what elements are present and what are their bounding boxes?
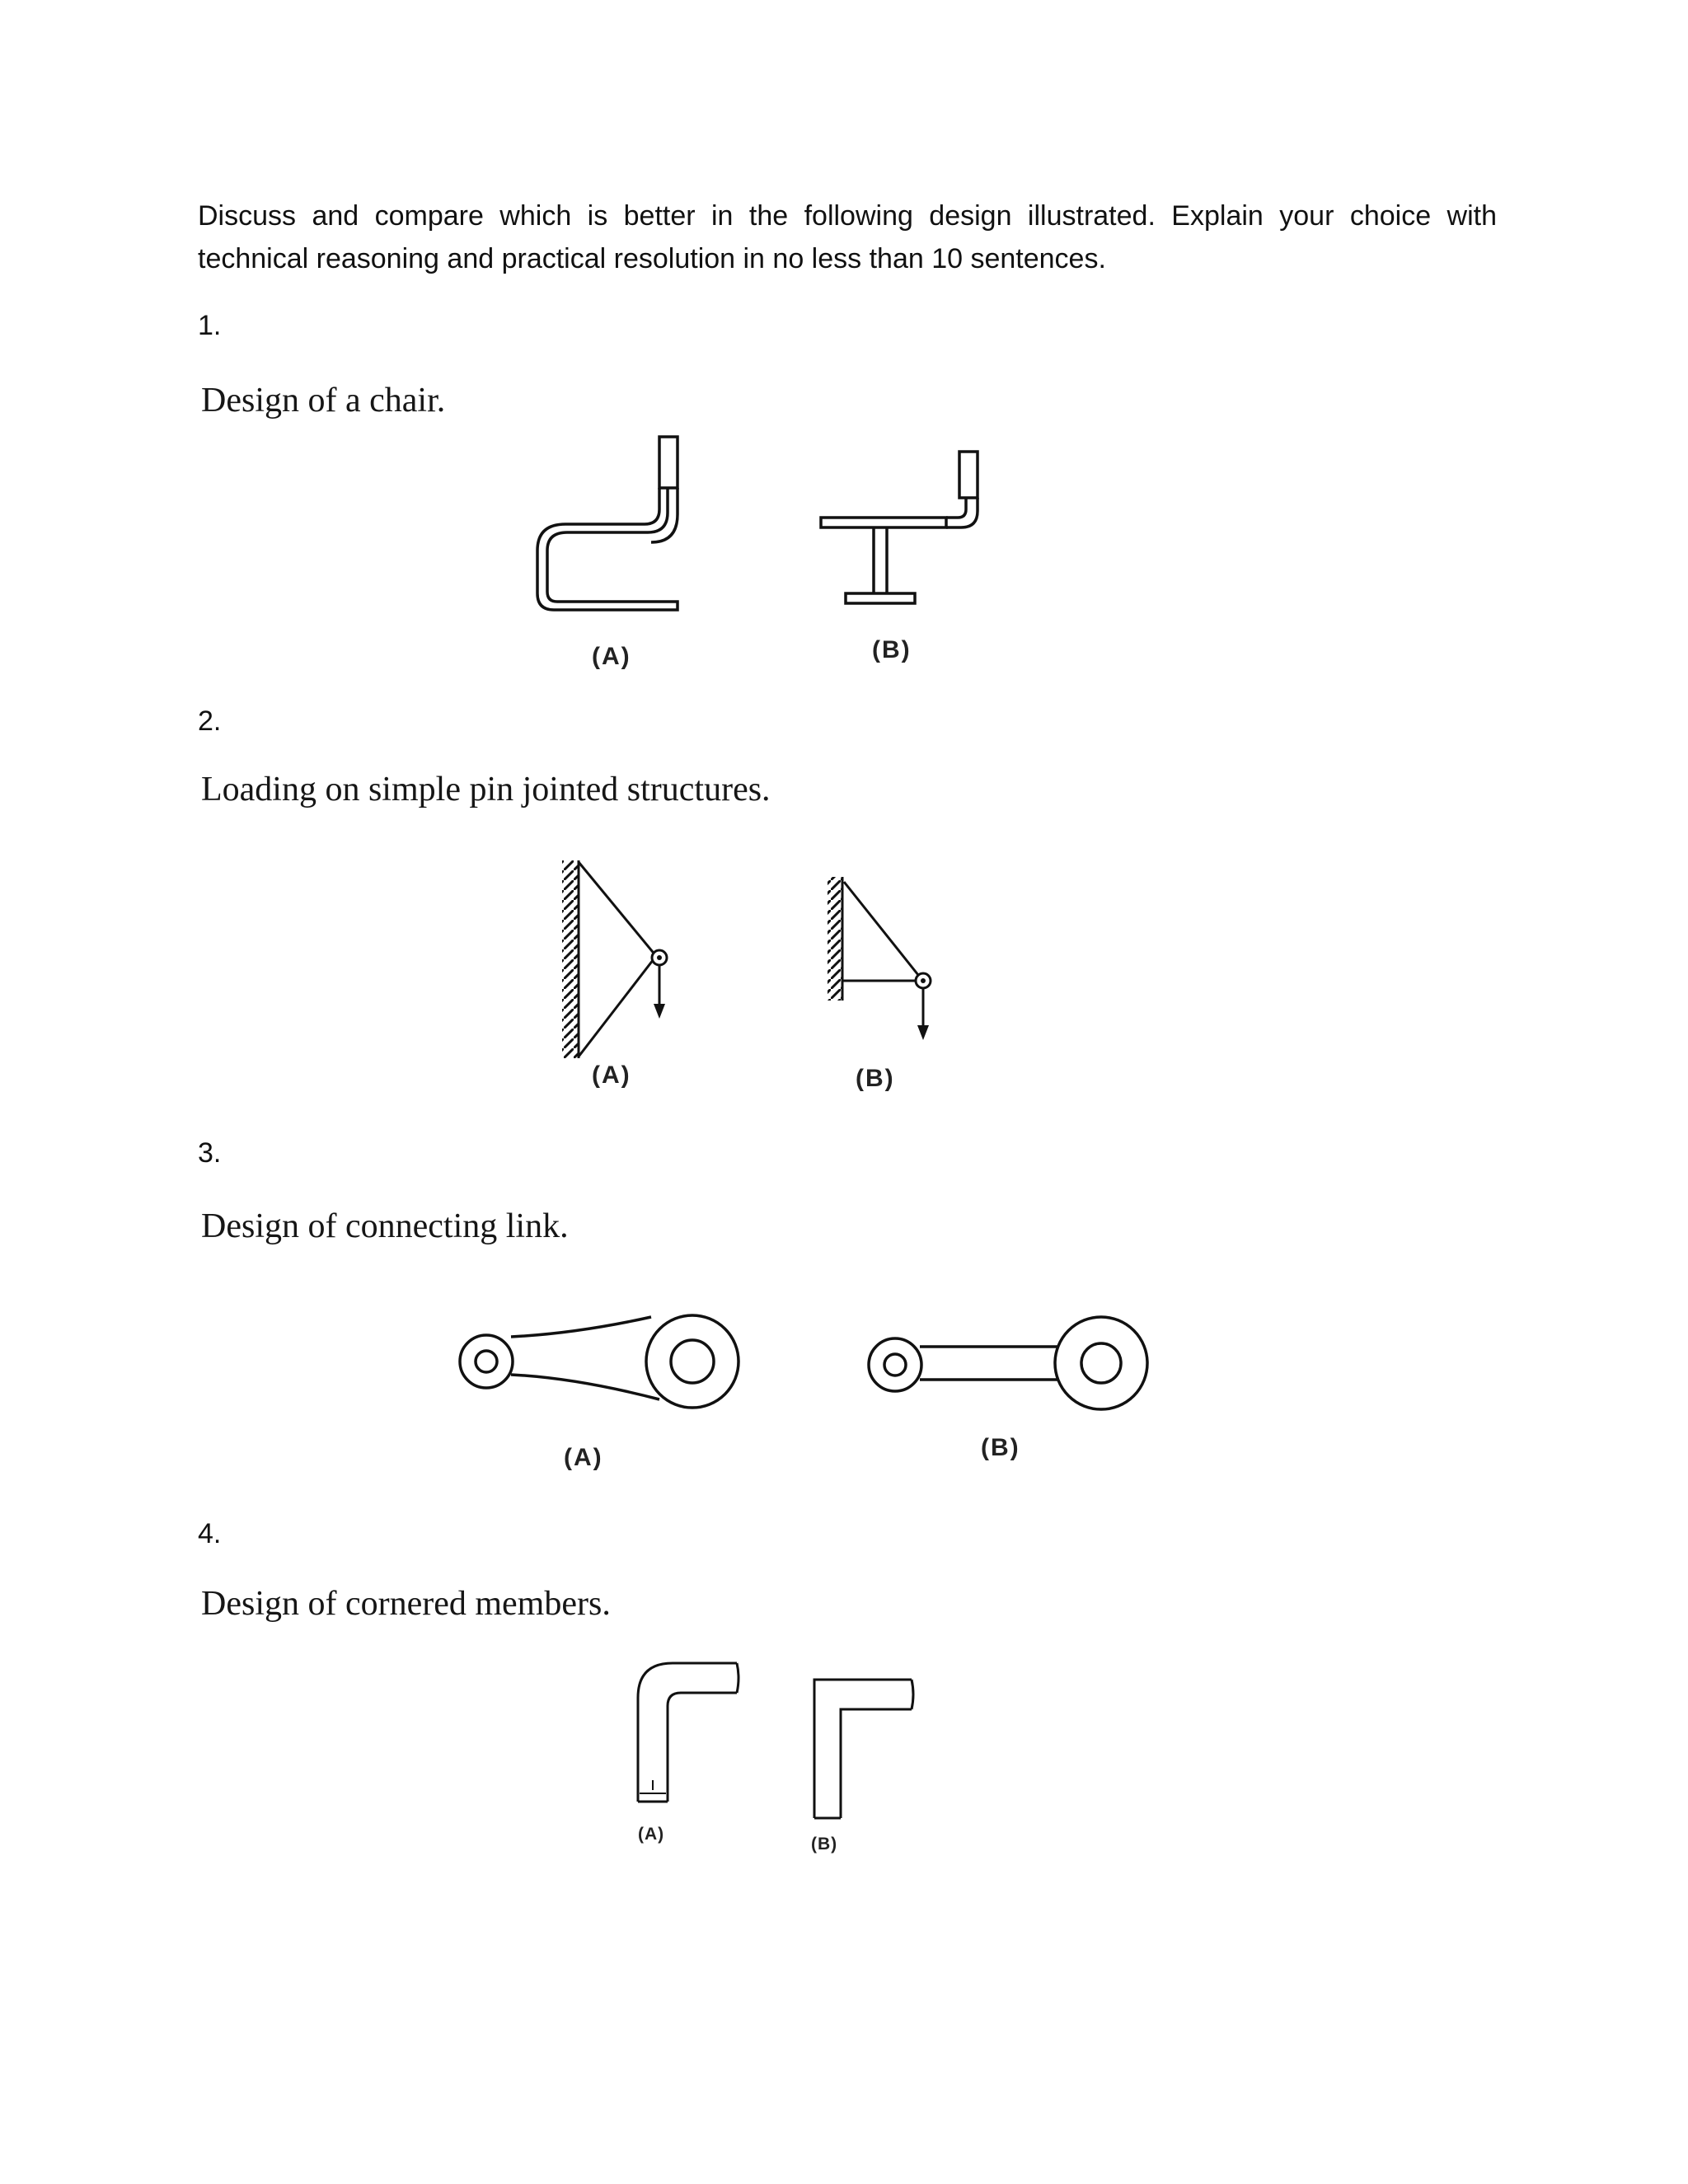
link-a-figure	[460, 1315, 738, 1408]
truss-a-figure	[562, 860, 667, 1058]
truss-b-label: (B)	[856, 1065, 895, 1092]
question-number-1: 1.	[198, 310, 222, 341]
truss-a-label: (A)	[592, 1062, 631, 1089]
link-b-figure	[869, 1317, 1147, 1409]
truss-b-figure	[828, 877, 931, 1040]
corner-b-figure	[814, 1680, 913, 1818]
question-number-2: 2.	[198, 705, 222, 737]
chair-b-label: (B)	[872, 636, 912, 663]
question-caption-2: Loading on simple pin jointed structures.	[201, 771, 771, 808]
chair-a-label: (A)	[592, 643, 631, 670]
link-b-label: (B)	[981, 1434, 1020, 1461]
question-caption-4: Design of cornered members.	[201, 1585, 611, 1623]
instructions-text: Discuss and compare which is better in the following design illustrated. Explain your choice with technical reasoning and practical resolution in no less than 10 sentences.	[198, 200, 1497, 274]
question-caption-3: Design of connecting link.	[201, 1207, 569, 1245]
question-caption-1: Design of a chair.	[201, 382, 446, 419]
question-number-3: 3.	[198, 1137, 222, 1169]
link-a-label: (A)	[564, 1444, 603, 1471]
chair-a-figure	[537, 437, 678, 610]
question-number-4: 4.	[198, 1518, 222, 1549]
chair-b-figure	[821, 452, 978, 603]
corner-a-label: (A)	[638, 1825, 665, 1844]
corner-b-label: (B)	[811, 1835, 838, 1854]
corner-a-figure	[638, 1663, 738, 1802]
